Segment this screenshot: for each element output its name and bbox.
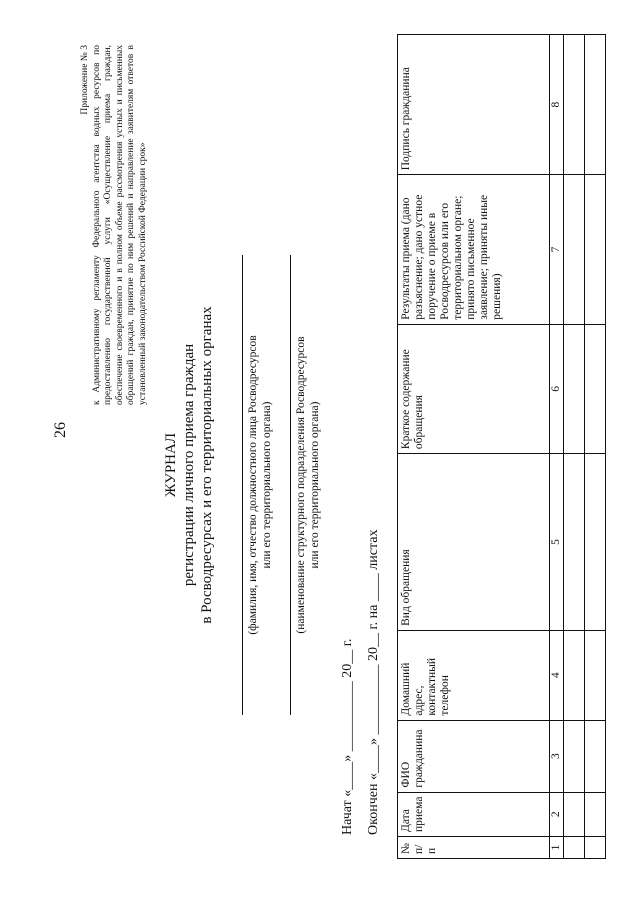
header-cell: № п/п — [398, 837, 550, 859]
department-name-field — [290, 255, 322, 715]
table-cell — [564, 630, 585, 720]
appendix-block — [80, 45, 149, 405]
table-cell — [585, 175, 606, 324]
official-name-caption-1: (фамилия, имя, отчество должностного лица Росводресурсов — [247, 335, 259, 635]
column-number: 4 — [550, 630, 564, 720]
finished-date: Окончен «____» __________ 20__ г. на ____ листах — [366, 529, 381, 835]
started-date: Начат «____» __________ 20__ г. — [340, 638, 355, 835]
official-name-field — [242, 255, 274, 715]
department-caption-1: (наименование структурного подразделения Росводресурсов — [295, 336, 307, 634]
table-header-row — [398, 35, 550, 859]
table-cell — [564, 720, 585, 792]
column-number: 7 — [550, 175, 564, 324]
header-cell: Дата приема — [398, 792, 550, 836]
official-name-line — [242, 255, 243, 715]
column-number: 2 — [550, 792, 564, 836]
appendix-text: к Административному регламенту Федерального агентства водных ресурсов по предоставлению государственной услуги «Осуществление приема граждан, обеспечение своевременного и в полном объеме рассмотрения устных и письменных обращений граждан, принятие по ним решений и направление заявителям ответов в установленный законодательством Российской Федерации срок» — [91, 45, 148, 405]
department-name-line — [290, 255, 291, 715]
column-number: 5 — [550, 454, 564, 631]
table-row — [585, 35, 606, 859]
header-cell: Результаты приема (дано разъяснение; дано устное поручение о приеме в Росводресурсов или его территориальном органе; принято письменное заявление; приняты иные решения) — [398, 175, 550, 324]
page-number: 26 — [52, 422, 69, 438]
table-cell — [564, 35, 585, 175]
table-cell — [585, 454, 606, 631]
title-line-1: ЖУРНАЛ — [163, 432, 179, 498]
table-cell — [564, 792, 585, 836]
column-number: 3 — [550, 720, 564, 792]
column-number: 8 — [550, 35, 564, 175]
table-cell — [585, 630, 606, 720]
header-cell: Подпись гражданина — [398, 35, 550, 175]
table-cell — [585, 720, 606, 792]
table-cell — [564, 454, 585, 631]
table-cell — [564, 175, 585, 324]
header-cell: ФИО гражданина — [398, 720, 550, 792]
appendix-title: Приложение № 3 — [80, 45, 90, 115]
table-cell — [585, 35, 606, 175]
column-number: 1 — [550, 837, 564, 859]
column-number: 6 — [550, 324, 564, 453]
official-name-caption-2: или его территориального органа) — [261, 401, 273, 569]
table-cell — [564, 324, 585, 453]
table-cell — [585, 792, 606, 836]
table-cell — [585, 837, 606, 859]
journal-title — [162, 205, 216, 725]
header-cell: Вид обращения — [398, 454, 550, 631]
header-cell: Краткое содержание обращения — [398, 324, 550, 453]
table-row — [564, 35, 585, 859]
table-cell — [564, 837, 585, 859]
header-cell: Домашний адрес, контактный телефон — [398, 630, 550, 720]
table-cell — [585, 324, 606, 453]
title-line-3: в Росводресурсах и его территориальных органах — [199, 306, 215, 624]
title-line-2: регистрации личного приема граждан — [181, 343, 197, 587]
registration-table — [397, 34, 606, 859]
department-caption-2: или его территориального органа) — [309, 401, 321, 569]
column-number-row — [550, 35, 564, 859]
